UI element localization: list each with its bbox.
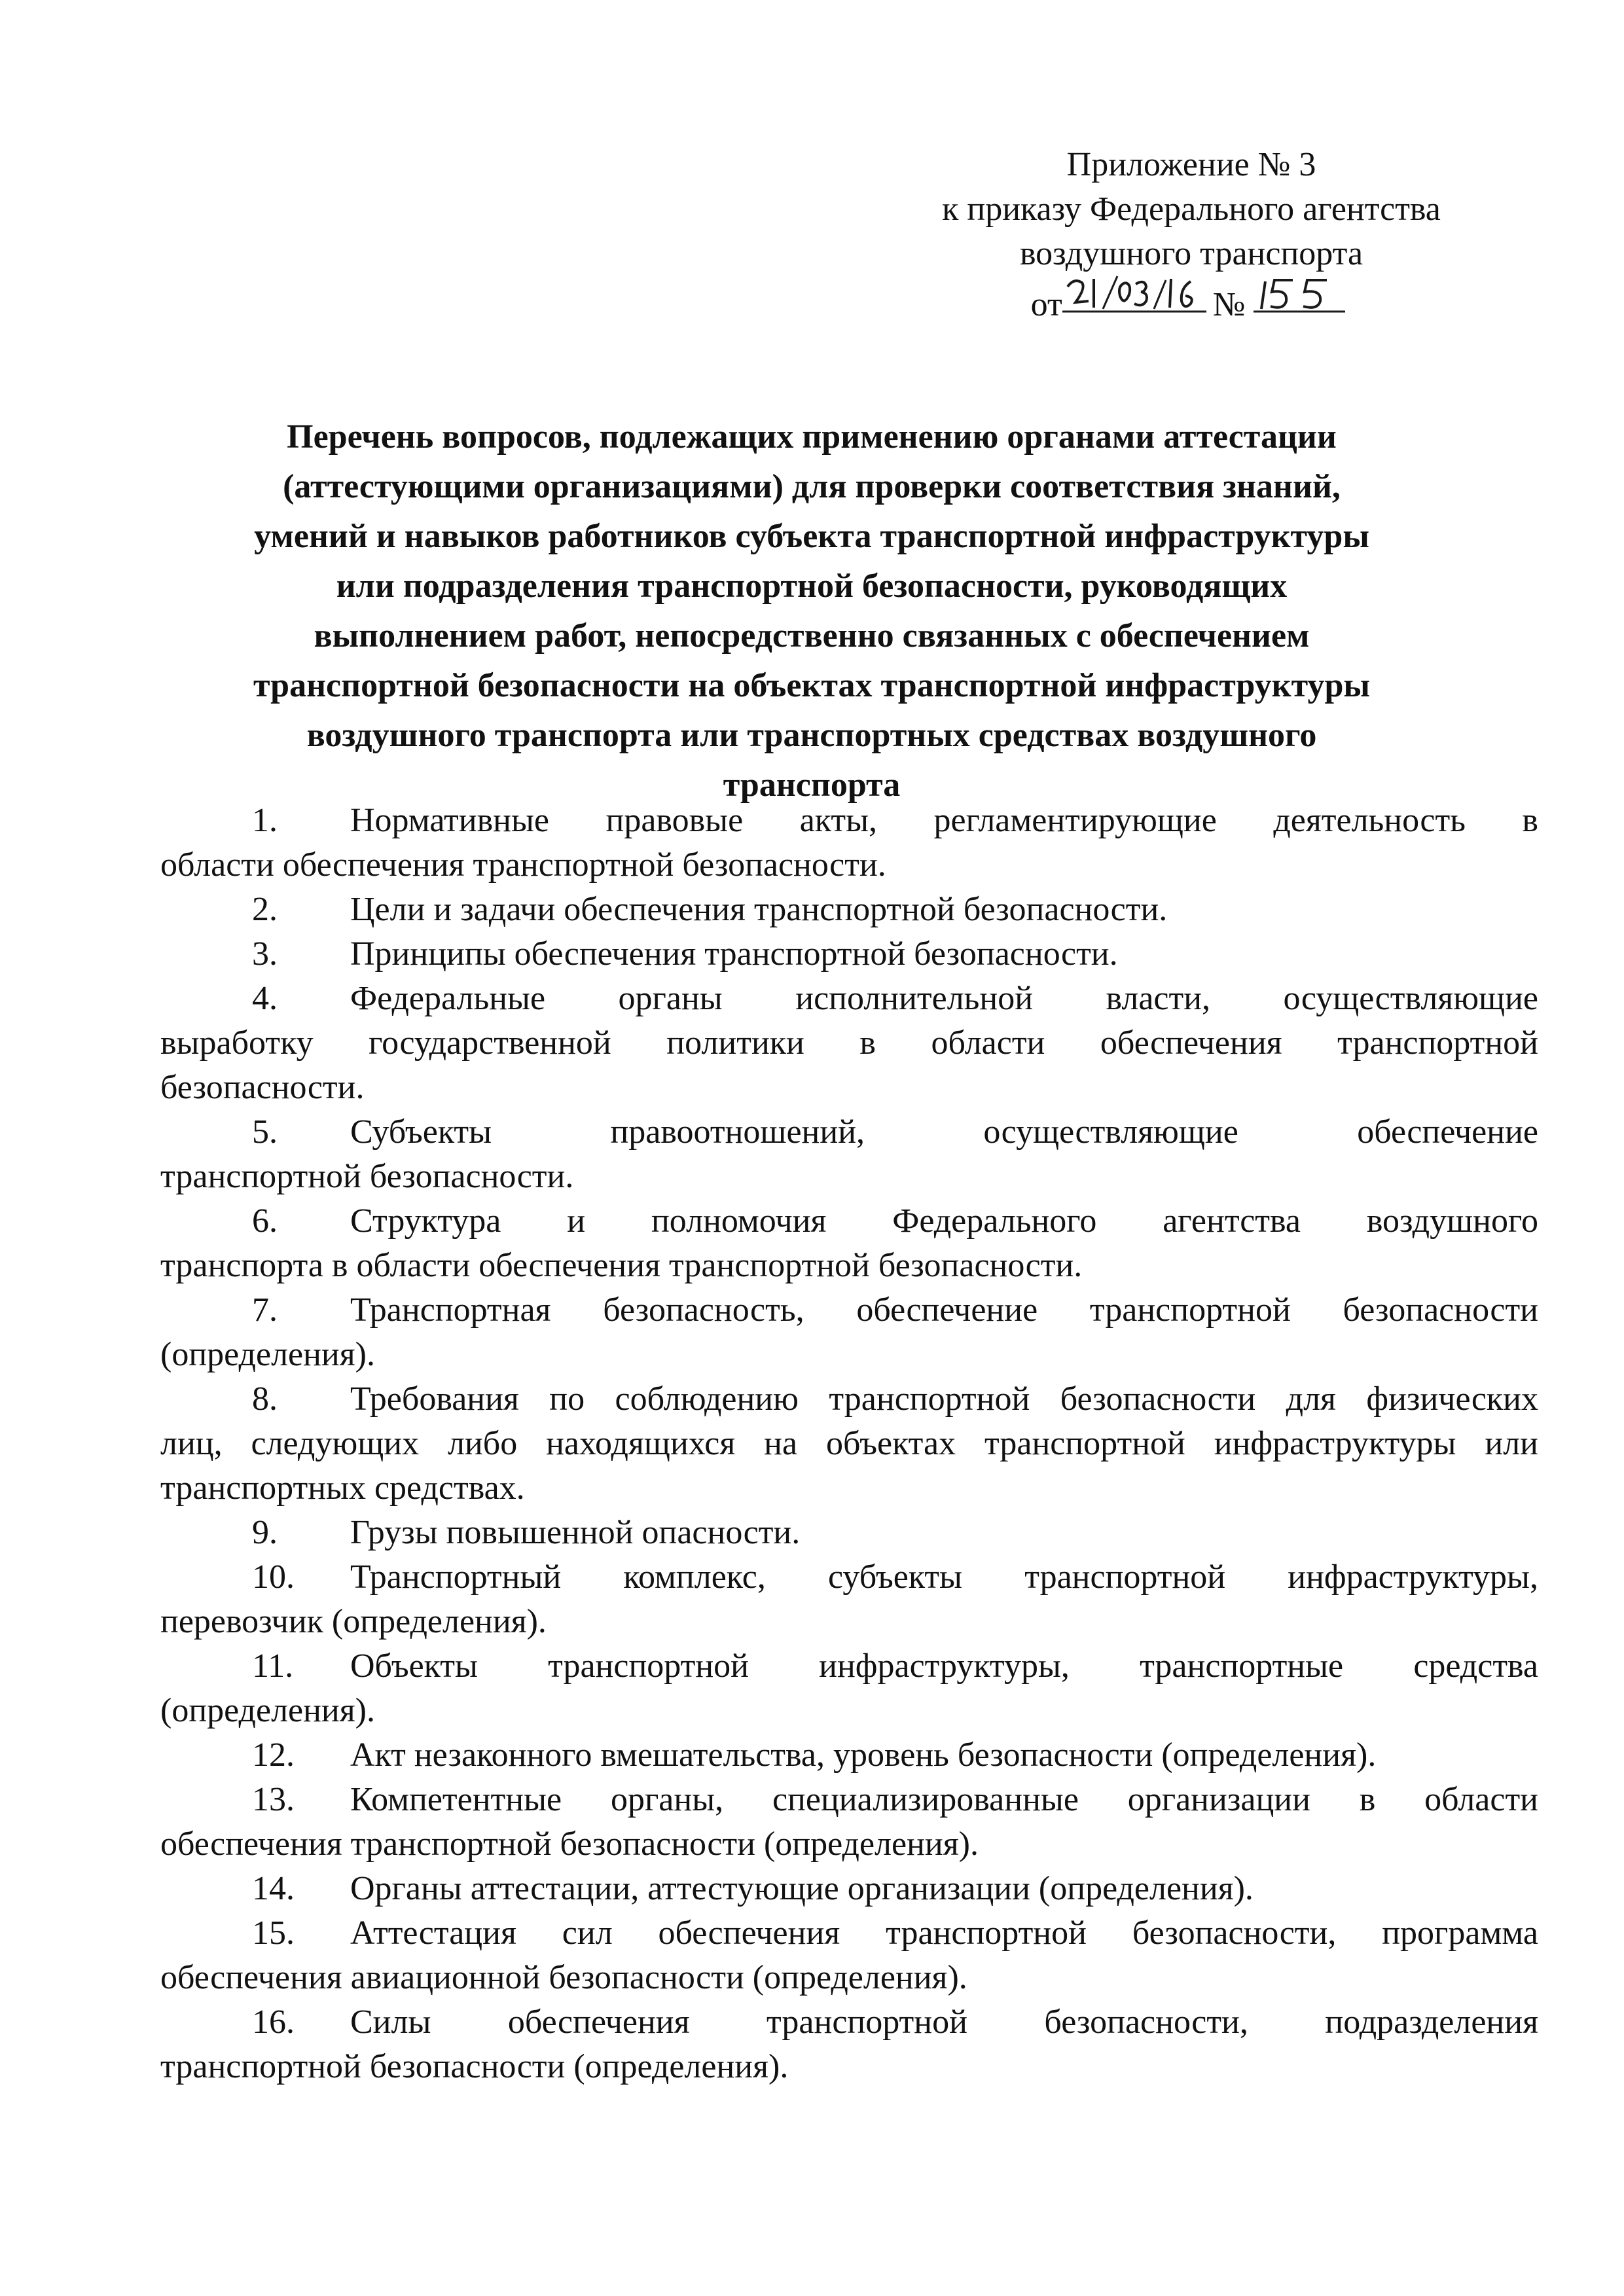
handwritten-date bbox=[1062, 276, 1213, 315]
item-text-line: Транспортный комплекс, субъекты транспортной инфраструктуры, bbox=[350, 1558, 1538, 1596]
item-text-line: Субъекты правоотношений, осуществляющие обеспечение bbox=[350, 1113, 1538, 1151]
list-item bbox=[160, 1555, 1538, 1644]
item-text-line: Структура и полномочия Федерального агентства воздушного bbox=[350, 1202, 1538, 1240]
questions-list bbox=[160, 798, 1538, 2089]
title-line: выполнением работ, непосредственно связанных с обеспечением bbox=[314, 617, 1310, 655]
title-line: транспортной безопасности на объектах транспортной инфраструктуры bbox=[253, 667, 1371, 704]
title-line: умений и навыков работников субъекта транспортной инфраструктуры bbox=[254, 518, 1369, 555]
item-text-line: лиц, следующих либо находящихся на объектах транспортной инфраструктуры или bbox=[160, 1425, 1538, 1462]
item-number: 11. bbox=[252, 1647, 294, 1685]
number-prefix: № bbox=[1212, 286, 1246, 323]
item-text-line: области обеспечения транспортной безопасности. bbox=[160, 846, 886, 884]
list-item bbox=[160, 1867, 1538, 1911]
agency-name: воздушного транспорта bbox=[1019, 235, 1363, 272]
list-item bbox=[160, 1644, 1538, 1733]
item-text-line: Транспортная безопасность, обеспечение транспортной безопасности bbox=[350, 1291, 1538, 1329]
handwritten-number bbox=[1254, 276, 1352, 315]
document-title bbox=[236, 412, 1388, 810]
list-item bbox=[160, 932, 1538, 977]
item-number: 8. bbox=[252, 1380, 278, 1418]
item-text-line: Компетентные органы, специализированные организации в области bbox=[350, 1781, 1538, 1818]
list-item bbox=[160, 798, 1538, 888]
item-number: 4. bbox=[252, 980, 278, 1017]
list-item bbox=[160, 1511, 1538, 1555]
item-text-line: Требования по соблюдению транспортной безопасности для физических bbox=[350, 1380, 1538, 1418]
item-text-line: Силы обеспечения транспортной безопасности, подразделения bbox=[350, 2003, 1538, 2041]
item-text-line: Нормативные правовые акты, регламентирующие деятельность в bbox=[350, 802, 1538, 839]
item-text-line: Грузы повышенной опасности. bbox=[350, 1514, 801, 1551]
item-text-line: перевозчик (определения). bbox=[160, 1603, 547, 1640]
item-number: 14. bbox=[252, 1870, 295, 1907]
item-text-line: транспортных средствах. bbox=[160, 1469, 525, 1507]
date-prefix: от bbox=[1030, 286, 1062, 323]
list-item bbox=[160, 1288, 1538, 1377]
appendix-header bbox=[877, 143, 1506, 327]
item-text-line: Объекты транспортной инфраструктуры, транспортные средства bbox=[350, 1647, 1538, 1685]
item-text-line: Цели и задачи обеспечения транспортной безопасности. bbox=[350, 891, 1168, 928]
item-text-line: (определения). bbox=[160, 1336, 375, 1373]
item-text-line: обеспечения авиационной безопасности (определения). bbox=[160, 1959, 967, 1996]
item-number: 1. bbox=[252, 802, 278, 839]
item-number: 6. bbox=[252, 1202, 278, 1240]
title-line: Перечень вопросов, подлежащих применению органами аттестации bbox=[287, 418, 1337, 456]
item-text-line: Аттестация сил обеспечения транспортной безопасности, программа bbox=[350, 1914, 1538, 1952]
item-number: 13. bbox=[252, 1781, 295, 1818]
item-text-line: выработку государственной политики в области обеспечения транспортной bbox=[160, 1024, 1538, 1062]
item-text-line: Органы аттестации, аттестующие организации (определения). bbox=[350, 1870, 1254, 1907]
list-item bbox=[160, 1377, 1538, 1511]
item-number: 16. bbox=[252, 2003, 295, 2041]
item-number: 2. bbox=[252, 891, 278, 928]
item-text-line: транспортной безопасности (определения). bbox=[160, 2048, 789, 2085]
list-item bbox=[160, 888, 1538, 932]
list-item bbox=[160, 1911, 1538, 2000]
item-text-line: Акт незаконного вмешательства, уровень безопасности (определения). bbox=[350, 1736, 1377, 1774]
item-text-line: (определения). bbox=[160, 1692, 375, 1729]
title-line: транспорта bbox=[723, 766, 901, 804]
item-text-line: Принципы обеспечения транспортной безопасности. bbox=[350, 935, 1118, 973]
list-item bbox=[160, 1778, 1538, 1867]
list-item bbox=[160, 1733, 1538, 1778]
list-item bbox=[160, 2000, 1538, 2089]
item-number: 12. bbox=[252, 1736, 295, 1774]
item-number: 7. bbox=[252, 1291, 278, 1329]
item-text-line: транспортной безопасности. bbox=[160, 1158, 574, 1195]
date-number-line bbox=[877, 276, 1506, 327]
item-number: 5. bbox=[252, 1113, 278, 1151]
item-text-line: транспорта в области обеспечения транспортной безопасности. bbox=[160, 1247, 1083, 1284]
item-number: 10. bbox=[252, 1558, 295, 1596]
item-text-line: безопасности. bbox=[160, 1069, 365, 1106]
title-line: (аттестующими организациями) для проверки соответствия знаний, bbox=[283, 468, 1341, 505]
item-text-line: Федеральные органы исполнительной власти, осуществляющие bbox=[350, 980, 1538, 1017]
list-item bbox=[160, 1199, 1538, 1288]
item-number: 3. bbox=[252, 935, 278, 973]
order-reference: к приказу Федерального агентства bbox=[942, 190, 1441, 228]
title-line: или подразделения транспортной безопасности, руководящих bbox=[336, 567, 1288, 605]
appendix-number: Приложение № 3 bbox=[1066, 146, 1316, 183]
item-number: 15. bbox=[252, 1914, 295, 1952]
item-number: 9. bbox=[252, 1514, 278, 1551]
list-item bbox=[160, 1110, 1538, 1199]
item-text-line: обеспечения транспортной безопасности (определения). bbox=[160, 1825, 979, 1863]
title-line: воздушного транспорта или транспортных средствах воздушного bbox=[306, 717, 1317, 754]
list-item bbox=[160, 977, 1538, 1110]
